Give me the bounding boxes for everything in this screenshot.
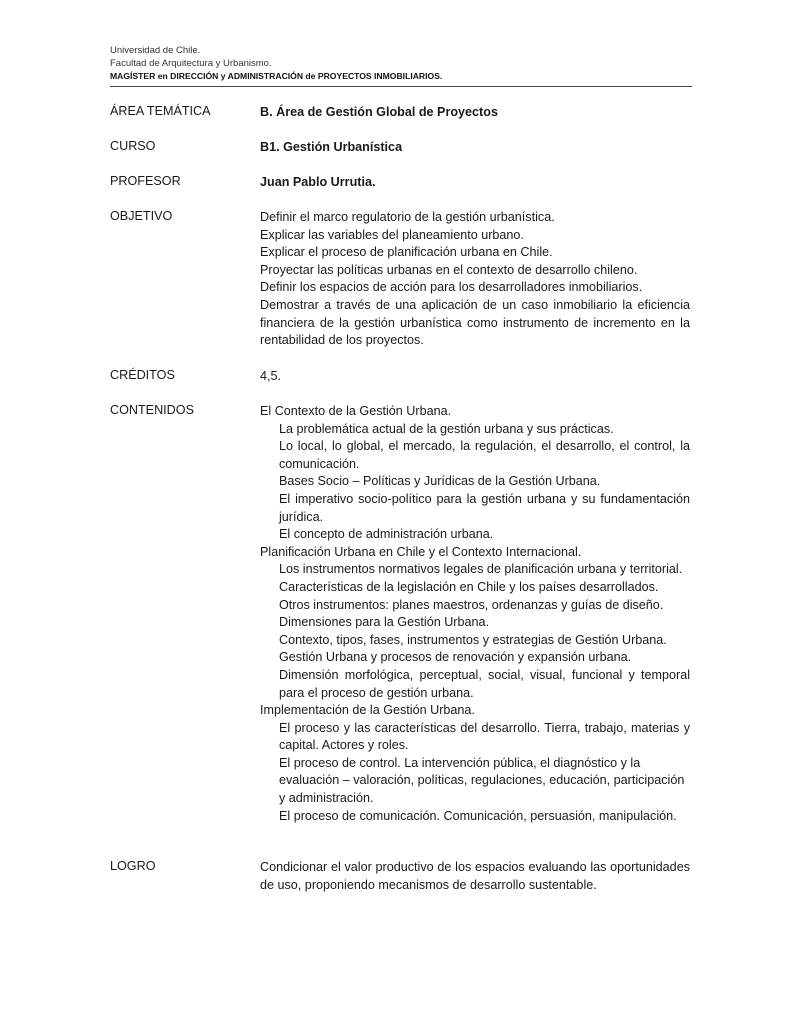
credits-label: CRÉDITOS (110, 368, 175, 382)
achievement-label: LOGRO (110, 859, 156, 873)
achievement-value: Condicionar el valor productivo de los espacios evaluando las oportunidades de uso, proponiendo mecanismos de desarrollo sustentable. (260, 860, 690, 892)
contents-item: El concepto de administración urbana. (279, 527, 494, 542)
contents-list (260, 403, 690, 825)
contents-item: Bases Socio – Políticas y Jurídicas de la Gestión Urbana. (279, 474, 601, 489)
objective-item: Definir el marco regulatorio de la gestión urbanística. (260, 210, 555, 224)
objective-item: Explicar las variables del planeamiento urbano. (260, 227, 524, 242)
area-value: B. Área de Gestión Global de Proyectos (260, 105, 498, 119)
course-label: CURSO (110, 139, 156, 153)
objective-label: OBJETIVO (110, 209, 173, 223)
university-name: Universidad de Chile. (110, 45, 201, 56)
objective-item: Explicar el proceso de planificación urbana en Chile. (260, 245, 553, 260)
contents-label: CONTENIDOS (110, 403, 194, 417)
contents-item: Características de la legislación en Chile y los países desarrollados. (279, 579, 659, 594)
contents-item: Lo local, lo global, el mercado, la regulación, el desarrollo, el control, la comunicación. (279, 439, 690, 471)
area-label: ÁREA TEMÁTICA (110, 104, 211, 118)
contents-item: El proceso de control. La intervención pública, el diagnóstico y la evaluación – valoración, políticas, regulaciones, educación, participación y administración. (279, 755, 685, 806)
contents-section-title: Implementación de la Gestión Urbana. (260, 703, 475, 718)
contents-item: La problemática actual de la gestión urbana y sus prácticas. (279, 421, 614, 436)
contents-item: Los instrumentos normativos legales de planificación urbana y territorial. (279, 562, 683, 577)
credits-value: 4,5. (260, 369, 282, 383)
contents-item: El imperativo socio-político para la gestión urbana y su fundamentación jurídica. (279, 491, 690, 524)
contents-item: Dimensiones para la Gestión Urbana. (279, 615, 490, 630)
header-divider (110, 86, 692, 87)
contents-item: El proceso de comunicación. Comunicación, persuasión, manipulación. (279, 808, 677, 823)
page-header (110, 44, 692, 83)
contents-item: El proceso y las características del desarrollo. Tierra, trabajo, materias y capital. Actores y roles. (279, 720, 690, 753)
objective-item: Proyectar las políticas urbanas en el contexto de desarrollo chileno. (260, 262, 638, 277)
professor-label: PROFESOR (110, 174, 181, 188)
program-name: MAGÍSTER en DIRECCIÓN y ADMINISTRACIÓN de PROYECTOS INMOBILIARIOS. (110, 71, 443, 81)
contents-item: Gestión Urbana y procesos de renovación y expansión urbana. (279, 650, 632, 665)
contents-item: Otros instrumentos: planes maestros, ordenanzas y guías de diseño. (279, 597, 664, 612)
professor-value: Juan Pablo Urrutia. (260, 175, 376, 189)
objective-list (260, 209, 690, 350)
objective-item: Definir los espacios de acción para los desarrolladores inmobiliarios. (260, 280, 643, 295)
objective-item: Demostrar a través de una aplicación de un caso inmobiliario la eficiencia financiera de la gestión urbanística como instrumento de incremento en la rentabilidad de los proyectos. (260, 297, 690, 348)
contents-item: Contexto, tipos, fases, instrumentos y estrategias de Gestión Urbana. (279, 632, 667, 647)
contents-section-title: Planificación Urbana en Chile y el Contexto Internacional. (260, 544, 582, 559)
course-value: B1. Gestión Urbanística (260, 140, 403, 154)
contents-item: Dimensión morfológica, perceptual, social, visual, funcional y temporal para el proceso de gestión urbana. (279, 667, 690, 700)
contents-section-title: El Contexto de la Gestión Urbana. (260, 404, 452, 418)
faculty-name: Facultad de Arquitectura y Urbanismo. (110, 58, 272, 69)
